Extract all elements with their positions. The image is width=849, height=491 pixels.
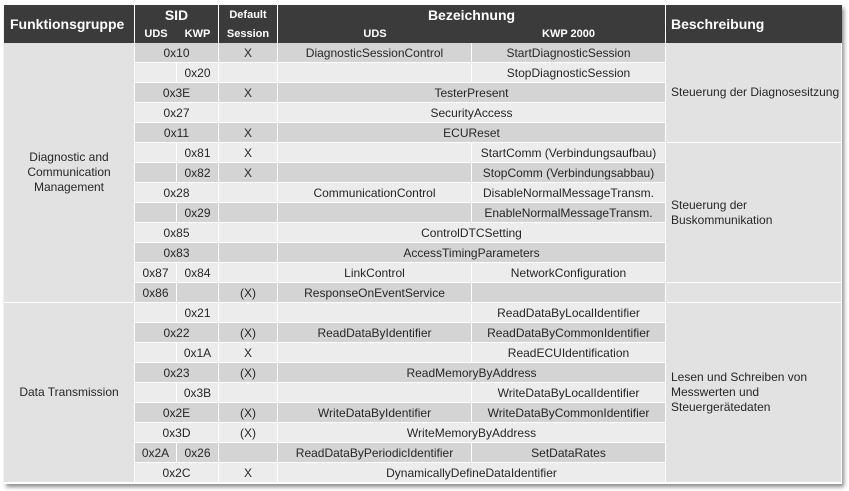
service-name-kwp-cell: DisableNormalMessageTransm. — [472, 183, 666, 203]
default-session-cell — [219, 203, 278, 223]
default-session-cell: X — [219, 123, 278, 143]
service-name-kwp-cell: StartDiagnosticSession — [472, 43, 666, 63]
service-name-uds-cell — [278, 343, 472, 363]
description-cell: Lesen und Schreiben von Messwerten und Steuergerätedaten — [666, 303, 842, 483]
default-session-cell — [219, 263, 278, 283]
header-sid: SID — [135, 5, 219, 24]
sid-shared-cell: 0x28 — [135, 183, 219, 203]
service-name-uds-cell: WriteDataByIdentifier — [278, 403, 472, 423]
header-funktionsgruppe: Funktionsgruppe — [4, 5, 135, 43]
service-name-shared-cell: ECUReset — [278, 123, 666, 143]
default-session-cell: X — [219, 463, 278, 483]
service-name-uds-cell: CommunicationControl — [278, 183, 472, 203]
sid-shared-cell: 0x11 — [135, 123, 219, 143]
service-name-shared-cell: ReadMemoryByAddress — [278, 363, 666, 383]
default-session-cell: X — [219, 143, 278, 163]
sid-uds-cell — [135, 383, 177, 403]
default-session-cell: X — [219, 43, 278, 63]
sid-shared-cell: 0x27 — [135, 103, 219, 123]
default-session-cell — [219, 443, 278, 463]
service-table — [4, 5, 842, 483]
group-cell: Data Transmission — [4, 303, 135, 483]
service-name-uds-cell — [278, 383, 472, 403]
header-sid-uds: UDS — [135, 24, 177, 43]
sid-uds-cell — [135, 143, 177, 163]
default-session-cell — [219, 383, 278, 403]
sid-kwp-cell: 0x81 — [177, 143, 219, 163]
service-name-uds-cell: ResponseOnEventService — [278, 283, 472, 303]
service-name-shared-cell: SecurityAccess — [278, 103, 666, 123]
sid-shared-cell: 0x23 — [135, 363, 219, 383]
sid-shared-cell: 0x83 — [135, 243, 219, 263]
header-default-line1: Default — [219, 5, 278, 24]
service-name-kwp-cell: ReadDataByLocalIdentifier — [472, 303, 666, 323]
description-cell: Steuerung der Buskommunikation — [666, 143, 842, 283]
service-name-uds-cell: DiagnosticSessionControl — [278, 43, 472, 63]
sid-uds-cell — [135, 303, 177, 323]
default-session-cell: X — [219, 83, 278, 103]
default-session-cell: (X) — [219, 423, 278, 443]
service-name-uds-cell — [278, 143, 472, 163]
header-bez-uds: UDS — [278, 24, 472, 43]
service-name-kwp-cell: EnableNormalMessageTransm. — [472, 203, 666, 223]
sid-kwp-cell: 0x1A — [177, 343, 219, 363]
header-sid-kwp: KWP — [177, 24, 219, 43]
service-name-shared-cell: AccessTimingParameters — [278, 243, 666, 263]
sid-kwp-cell — [177, 283, 219, 303]
service-name-uds-cell — [278, 163, 472, 183]
sid-shared-cell: 0x10 — [135, 43, 219, 63]
service-name-kwp-cell: SetDataRates — [472, 443, 666, 463]
sid-shared-cell: 0x85 — [135, 223, 219, 243]
sid-kwp-cell: 0x84 — [177, 263, 219, 283]
default-session-cell — [219, 63, 278, 83]
group-cell: Diagnostic and Communication Management — [4, 43, 135, 303]
sid-uds-cell — [135, 203, 177, 223]
service-name-kwp-cell: StopComm (Verbindungsabbau) — [472, 163, 666, 183]
sid-uds-cell — [135, 343, 177, 363]
service-name-shared-cell: WriteMemoryByAddress — [278, 423, 666, 443]
default-session-cell: (X) — [219, 403, 278, 423]
default-session-cell — [219, 303, 278, 323]
table-row — [4, 303, 842, 323]
sid-shared-cell: 0x2C — [135, 463, 219, 483]
sid-kwp-cell: 0x20 — [177, 63, 219, 83]
sid-kwp-cell: 0x21 — [177, 303, 219, 323]
description-cell: Steuerung der Diagnosesitzung — [666, 43, 842, 143]
sid-shared-cell: 0x22 — [135, 323, 219, 343]
default-session-cell: X — [219, 163, 278, 183]
default-session-cell — [219, 223, 278, 243]
service-name-shared-cell: TesterPresent — [278, 83, 666, 103]
sid-kwp-cell: 0x29 — [177, 203, 219, 223]
service-name-uds-cell: ReadDataByIdentifier — [278, 323, 472, 343]
service-name-shared-cell: ControlDTCSetting — [278, 223, 666, 243]
table-row — [4, 43, 842, 63]
service-name-uds-cell: ReadDataByPeriodicIdentifier — [278, 443, 472, 463]
service-name-uds-cell — [278, 303, 472, 323]
sid-kwp-cell: 0x26 — [177, 443, 219, 463]
default-session-cell: (X) — [219, 363, 278, 383]
sid-kwp-cell: 0x82 — [177, 163, 219, 183]
service-name-shared-cell: DynamicallyDefineDataIdentifier — [278, 463, 666, 483]
sid-uds-cell — [135, 163, 177, 183]
description-cell — [666, 283, 842, 303]
service-name-kwp-cell: StopDiagnosticSession — [472, 63, 666, 83]
sid-uds-cell: 0x87 — [135, 263, 177, 283]
header-bezeichnung: Bezeichnung — [278, 5, 666, 24]
service-name-uds-cell — [278, 63, 472, 83]
default-session-cell — [219, 183, 278, 203]
sid-uds-cell: 0x86 — [135, 283, 177, 303]
service-name-kwp-cell: WriteDataByLocalIdentifier — [472, 383, 666, 403]
default-session-cell: (X) — [219, 323, 278, 343]
service-name-uds-cell — [278, 203, 472, 223]
service-name-kwp-cell: ReadDataByCommonIdentifier — [472, 323, 666, 343]
sid-uds-cell — [135, 63, 177, 83]
service-name-uds-cell: LinkControl — [278, 263, 472, 283]
header-beschreibung: Beschreibung — [666, 5, 842, 43]
service-name-kwp-cell: WriteDataByCommonIdentifier — [472, 403, 666, 423]
service-name-kwp-cell: StartComm (Verbindungsaufbau) — [472, 143, 666, 163]
sid-shared-cell: 0x3D — [135, 423, 219, 443]
default-session-cell — [219, 243, 278, 263]
default-session-cell: (X) — [219, 283, 278, 303]
header-default-line2: Session — [219, 24, 278, 43]
service-name-kwp-cell — [472, 283, 666, 303]
sid-kwp-cell: 0x3B — [177, 383, 219, 403]
sid-shared-cell: 0x2E — [135, 403, 219, 423]
sid-uds-cell: 0x2A — [135, 443, 177, 463]
default-session-cell — [219, 103, 278, 123]
service-name-kwp-cell: ReadECUIdentification — [472, 343, 666, 363]
sid-shared-cell: 0x3E — [135, 83, 219, 103]
service-name-kwp-cell: NetworkConfiguration — [472, 263, 666, 283]
header-bez-kwp: KWP 2000 — [472, 24, 666, 43]
default-session-cell: X — [219, 343, 278, 363]
service-table-sheet — [4, 5, 842, 484]
